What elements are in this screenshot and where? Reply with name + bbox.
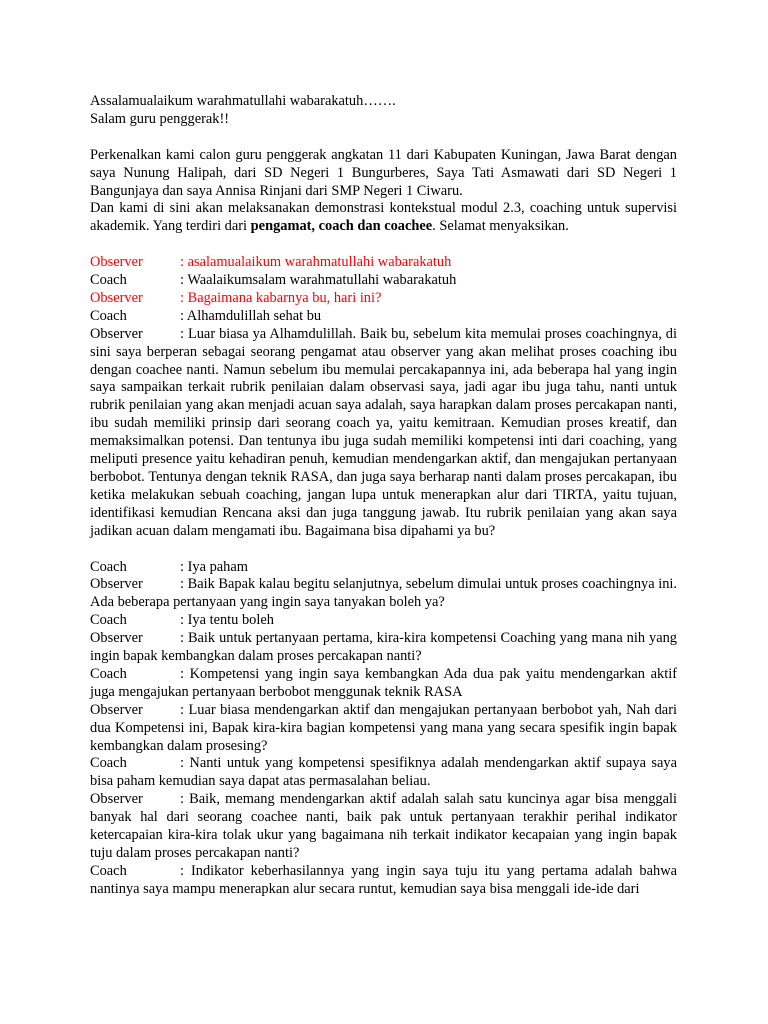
dialogue-line xyxy=(90,290,677,308)
speaker-label: Coach xyxy=(90,612,127,629)
dialogue-line xyxy=(90,666,677,702)
dialogue-line xyxy=(90,576,677,612)
dialogue-line xyxy=(90,308,677,326)
dialogue-text: : Baik untuk pertanyaan pertama, kira-kira kompetensi Coaching yang mana nih yang ingin bapak kembangkan dalam proses percakapan nanti? xyxy=(90,630,677,665)
dialogue-line xyxy=(90,702,677,756)
dialogue-text: : asalamualaikum warahmatullahi wabarakatuh xyxy=(180,254,452,271)
intro-text: Dan kami di sini akan melaksanakan demonstrasi kontekstual modul 2.3, coaching untuk supervisi akademik. Yang terdiri dari xyxy=(90,200,677,235)
dialogue-text: : Indikator keberhasilannya yang ingin saya tuju itu yang pertama adalah bahwa nantinya saya mampu menerapkan alur secara runtut, kemudian saya bisa menggali ide-ide dari xyxy=(90,862,677,897)
speaker-label: Observer xyxy=(90,791,143,808)
dialogue-text: : Baik, memang mendengarkan aktif adalah salah satu kuncinya agar bisa menggali banyak hal dari seorang coachee nanti, baik pak untuk pertanyaan terakhir perihal indikator ketercapaian kira-kira tolak ukur yang bagaimana nih terkait indikator kecapaian yang ingin bapak tuju dalam proses percakapan nanti? xyxy=(90,791,677,862)
dialogue-text: : Waalaikumsalam warahmatullahi wabarakatuh xyxy=(180,272,457,289)
dialogue-line xyxy=(90,254,677,272)
dialogue-line xyxy=(90,630,677,666)
intro-paragraph: Perkenalkan kami calon guru penggerak angkatan 11 dari Kabupaten Kuningan, Jawa Barat dengan saya Nunung Halipah, dari SD Negeri 1 Bungurberes, Saya Tati Asmawati dari SD Negeri 1 Bangunjaya dan saya Annisa Rinjani dari SMP Negeri 1 Ciwaru. xyxy=(90,146,677,199)
dialogue-line xyxy=(90,755,677,791)
speaker-label: Coach xyxy=(90,755,127,772)
dialogue-line xyxy=(90,326,677,541)
dialogue-text: : Luar biasa mendengarkan aktif dan mengajukan pertanyaan berbobot yah, Nah dari dua Kompetensi ini, Bapak kira-kira bagian kompetensi yang mana yang secara spesifik ingin bapak kembangkan dalam prosesing? xyxy=(90,701,677,754)
speaker-label: Observer xyxy=(90,254,143,271)
paragraph-gap xyxy=(90,236,677,254)
dialogue-text: : Iya paham xyxy=(180,558,248,575)
paragraph-gap xyxy=(90,129,677,147)
dialogue-line xyxy=(90,612,677,630)
dialogue-text: : Iya tentu boleh xyxy=(180,612,274,629)
greeting-line: Salam guru penggerak!! xyxy=(90,110,230,127)
intro-text: . Selamat menyaksikan. xyxy=(432,218,569,235)
intro-bold-text: pengamat, coach dan coachee xyxy=(250,218,433,235)
speaker-label: Observer xyxy=(90,630,143,647)
intro-paragraph xyxy=(90,200,677,236)
speaker-label: Coach xyxy=(90,558,127,575)
document-page xyxy=(90,93,677,899)
dialogue-text: : Bagaimana kabarnya bu, hari ini? xyxy=(180,289,382,306)
speaker-label: Coach xyxy=(90,272,127,289)
dialogue-line xyxy=(90,272,677,290)
dialogue-text: : Kompetensi yang ingin saya kembangkan Ada dua pak yaitu mendengarkan aktif juga mengajukan pertanyaan berbobot menggunak teknik RASA xyxy=(90,665,677,700)
speaker-label: Observer xyxy=(90,701,143,718)
speaker-label: Coach xyxy=(90,307,127,324)
dialogue-text: : Baik Bapak kalau begitu selanjutnya, sebelum dimulai untuk proses coachingnya ini. Ada beberapa pertanyaan yang ingin saya tanyakan boleh ya? xyxy=(90,576,677,611)
dialogue-line xyxy=(90,559,677,577)
speaker-label: Observer xyxy=(90,576,143,593)
speaker-label: Coach xyxy=(90,862,127,879)
speaker-label: Coach xyxy=(90,665,127,682)
paragraph-gap xyxy=(90,541,677,559)
speaker-label: Observer xyxy=(90,325,143,342)
dialogue-line xyxy=(90,863,677,899)
dialogue-text: : Nanti untuk yang kompetensi spesifiknya adalah mendengarkan aktif supaya saya bisa paham kemudian saya dapat atas permasalahan beliau. xyxy=(90,755,677,790)
dialogue-line xyxy=(90,791,677,863)
dialogue-text: : Alhamdulillah sehat bu xyxy=(180,307,322,324)
speaker-label: Observer xyxy=(90,289,143,306)
dialogue-text: : Luar biasa ya Alhamdulillah. Baik bu, sebelum kita memulai proses coachingnya, di sini saya berperan sebagai seorang pengamat atau observer yang akan melihat proses coaching ibu dengan coachee nanti. Namun sebelum ibu memulai percakapannya ini, ada beberapa hal yang ingin saya sampaikan terkait rubrik penilaian dalam observasi saya, jadi agar ibu juga tahu, nanti untuk rubrik penilaian yang akan menjadi acuan saya adalah, saya harapkan dalam proses percakapan nanti, ibu sudah memiliki prinsip dari seorang coach ya, yaitu kemitraan. Kemudian proses kreatif, dan memaksimalkan potensi. Dan tentunya ibu juga sudah memiliki kompetensi inti dari coaching, yang meliputi presence yaitu kehadiran penuh, kemudian mendengarkan aktif, dan mengajukan pertanyaan berbobot. Tentunya dengan teknik RASA, dan juga saya berharap nanti dalam proses percakapan, ibu ketika melakukan sebuah coaching, jangan lupa untuk menerapkan alur dari TIRTA, yaitu tujuan, identifikasi kemudian Rencana aksi dan juga tanggung jawab. Itu rubrik penilaian yang akan saya jadikan acuan dalam mengamati ibu. Bagaimana bisa dipahami ya bu? xyxy=(90,325,677,539)
greeting-line: Assalamualaikum warahmatullahi wabarakatuh……. xyxy=(90,93,396,109)
